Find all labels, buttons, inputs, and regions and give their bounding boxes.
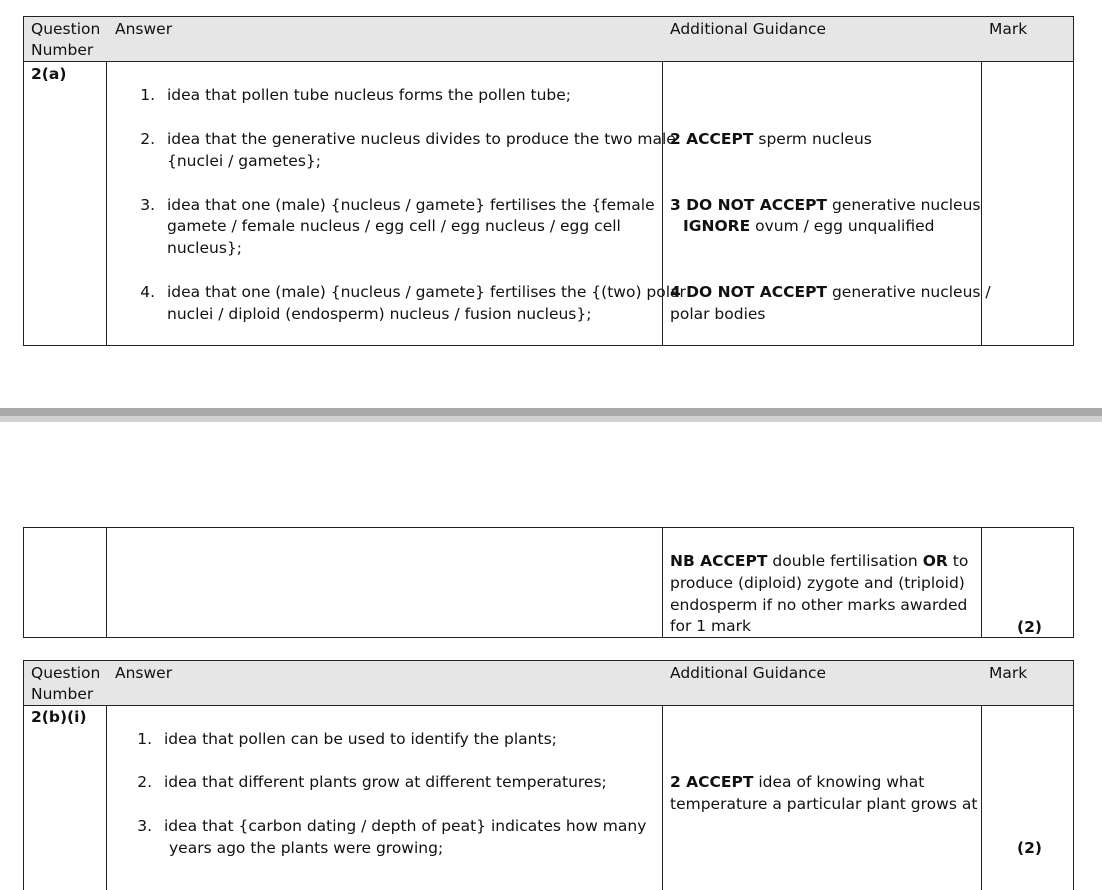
- header-answer: Answer: [115, 20, 173, 38]
- question-number: 2(b)(i): [31, 708, 87, 726]
- guidance-3: 3 DO NOT ACCEPT generative nucleus: [670, 196, 981, 214]
- mark-value: (2): [1017, 839, 1042, 857]
- page-break-divider-shade: [0, 416, 1102, 422]
- header-answer: Answer: [115, 664, 173, 682]
- header-additional-guidance: Additional Guidance: [670, 664, 827, 682]
- guidance-2: 2 ACCEPT idea of knowing what: [670, 773, 925, 791]
- column-divider: [662, 528, 663, 637]
- table-header-row: [24, 17, 1073, 62]
- column-divider: [106, 528, 107, 637]
- mark-value: (2): [1017, 618, 1042, 636]
- guidance-4: 4 DO NOT ACCEPT generative nucleus /: [670, 283, 991, 301]
- column-divider: [981, 528, 982, 637]
- mark-scheme-table-2a-continued: [23, 527, 1074, 638]
- guidance-4-line2: polar bodies: [670, 305, 766, 323]
- header-question-number: Question Number: [31, 664, 101, 703]
- guidance-2: 2 ACCEPT sperm nucleus: [670, 130, 872, 148]
- mark-scheme-table-2a: Question Number Answer Additional Guidance Mark 2(a) 1. idea that pollen tube nucleus forms the pollen tube; 2. idea that the generative nucleus divides to produce the two male {nuclei / gametes}; 3. idea that one (male) {nucleus / gamete} fertilises the {female gamete / female nucleus / egg cell / egg nucleus / egg cell nucleus}; 4. idea that one (male) {nucleus / gamete} fertilises the {(two) polar nuclei / diploid (endosperm) nucleus / fusion nucleus}; 2 ACCEPT sperm nucleus 3 DO NOT ACCEPT generative nucleus IGNORE ovum / egg unqualified 4 DO NOT ACCEPT generative nucleus / polar bodies: [23, 16, 1074, 346]
- nb-guidance-line3: endosperm if no other marks awarded: [670, 596, 968, 614]
- header-mark: Mark: [989, 20, 1028, 38]
- question-number: 2(a): [31, 65, 67, 83]
- nb-guidance-line4: for 1 mark: [670, 617, 751, 635]
- header-mark: Mark: [989, 664, 1028, 682]
- column-divider: [106, 17, 107, 345]
- table-header-row: [24, 661, 1073, 706]
- nb-guidance: NB ACCEPT double fertilisation OR to: [670, 552, 969, 570]
- page-break-divider: [0, 408, 1102, 416]
- mark-scheme-table-2bi: Question Number Answer Additional Guidance Mark 2(b)(i) 1. idea that pollen can be used to identify the plants; 2. idea that different plants grow at different temperatures; 3. idea that {carbon dating / depth of peat} indicates how many years ago the plants were growing; 2 ACCEPT idea of knowing what temperature a particular plant grows at (2): [23, 660, 1074, 890]
- nb-guidance-line2: produce (diploid) zygote and (triploid): [670, 574, 965, 592]
- guidance-3-ignore: IGNORE ovum / egg unqualified: [683, 217, 935, 235]
- header-question-number: Question Number: [31, 20, 101, 59]
- header-additional-guidance: Additional Guidance: [670, 20, 827, 38]
- guidance-2-line2: temperature a particular plant grows at: [670, 795, 978, 813]
